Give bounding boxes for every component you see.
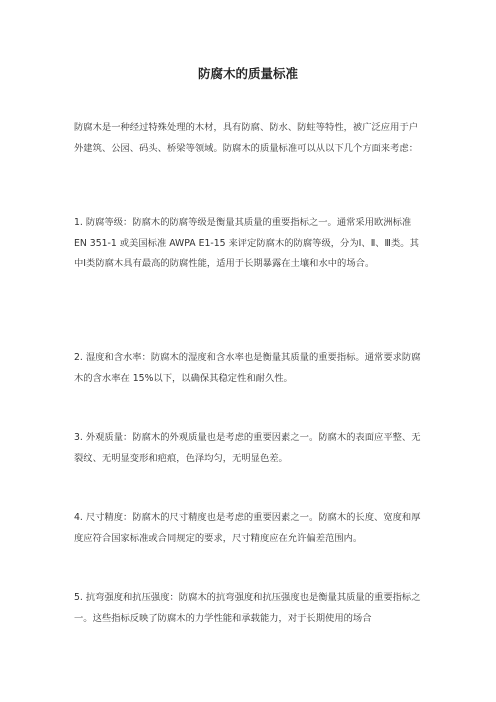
paragraph-preservation-grade: 1. 防腐等级：防腐木的防腐等级是衡量其质量的重要指标之一。通常采用欧洲标准 EN 351-1 或美国标准 AWPA E1-15 来评定防腐木的防腐等级，分为Ⅰ、Ⅱ、Ⅲ类。其中Ⅰ类防腐木具有最高的防腐性能，适用于长期暴露在土壤和水中的场合。 — [74, 217, 419, 269]
paragraph-dimension-accuracy: 4. 尺寸精度：防腐木的尺寸精度也是考虑的重要因素之一。防腐木的长度、宽度和厚度应符合国家标准或合同规定的要求，尺寸精度应在允许偏差范围内。 — [74, 512, 421, 544]
paragraph-strength: 5. 抗弯强度和抗压强度：防腐木的抗弯强度和抗压强度也是衡量其质量的重要指标之一。这些指标反映了防腐木的力学性能和承载能力，对于长期使用的场合 — [74, 592, 421, 624]
paragraph-moisture-content: 2. 湿度和含水率：防腐木的湿度和含水率也是衡量其质量的重要指标。通常要求防腐木的含水率在 15%以下，以确保其稳定性和耐久性。 — [74, 352, 421, 384]
page-title: 防腐木的质量标准 — [197, 66, 298, 81]
paragraph-appearance-quality: 3. 外观质量：防腐木的外观质量也是考虑的重要因素之一。防腐木的表面应平整、无裂纹、无明显变形和疤痕，色泽均匀，无明显色差。 — [74, 432, 421, 464]
intro-paragraph: 防腐木是一种经过特殊处理的木材，具有防腐、防水、防蛀等特性，被广泛应用于户外建筑、公园、码头、桥梁等领域。防腐木的质量标准可以从以下几个方面来考虑： — [74, 122, 418, 154]
